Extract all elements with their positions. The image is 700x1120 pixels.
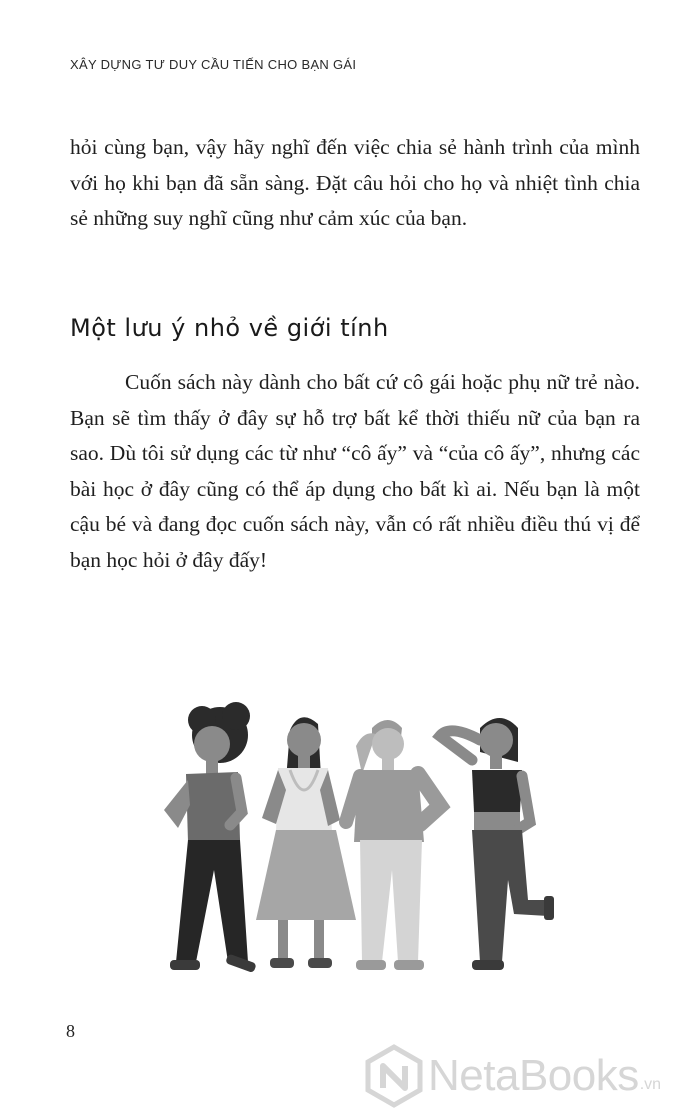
- watermark-suffix: .vn: [639, 1076, 662, 1093]
- body-paragraph-continued: hỏi cùng bạn, vậy hãy nghĩ đến việc chia sẻ hành trình của mình với họ khi bạn đã sẵn sàng. Đặt câu hỏi cho họ và nhiệt tình chia sẻ những suy nghĩ cũng như cảm xúc của bạn.: [70, 135, 640, 230]
- page-number: 8: [66, 1021, 75, 1041]
- girl-figure-3: [346, 720, 440, 970]
- watermark-brand: NetaBooks: [428, 1051, 639, 1100]
- netabooks-watermark: [364, 1044, 694, 1108]
- girl-figure-1: [164, 702, 257, 973]
- body-paragraph: Cuốn sách này dành cho bất cứ cô gái hoặc phụ nữ trẻ nào. Bạn sẽ tìm thấy ở đây sự hỗ trợ bất kể thời thiếu nữ của bạn ra sao. Dù tôi sử dụng các từ như “cô ấy” và “của cô ấy”, nhưng các bài học ở đây cũng có thể áp dụng cho bất kì ai. Nếu bạn là một cậu bé và đang đọc cuốn sách này, vẫn có rất nhiều điều thú vị để bạn học hỏi ở đây đấy!: [70, 370, 640, 572]
- running-header: XÂY DỰNG TƯ DUY CẦU TIẾN CHO BẠN GÁI: [70, 57, 357, 72]
- girl-figure-4: [440, 718, 554, 970]
- section-heading: Một lưu ý nhỏ về giới tính: [70, 314, 389, 342]
- girls-group-illustration: [150, 700, 560, 985]
- girl-figure-2: [256, 717, 356, 968]
- netabooks-logo-icon: [364, 1044, 424, 1108]
